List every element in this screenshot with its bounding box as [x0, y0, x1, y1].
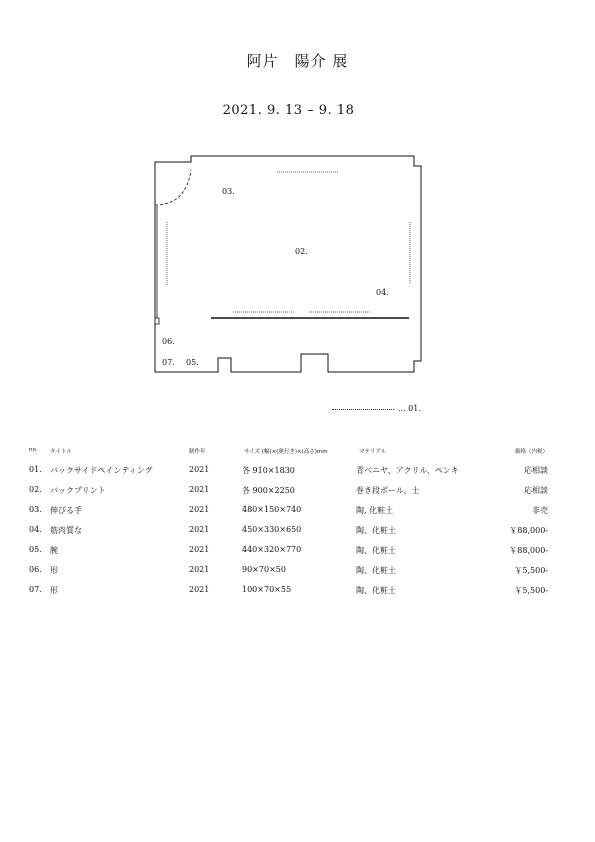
table-row	[0, 485, 595, 499]
cell-no: 02.	[29, 485, 42, 494]
header-size: サイズ (幅)×(奥行き)×(高さ)mm	[244, 449, 328, 455]
exhibition-dates: 2021. 9. 13 – 9. 18	[222, 103, 355, 118]
cell-title: 伸びる手	[50, 506, 82, 515]
table-row	[0, 465, 595, 479]
cell-material: 陶、化粧土	[356, 586, 396, 595]
header-price: 価格（内税）	[515, 449, 549, 455]
table-row	[0, 565, 595, 579]
zone-label-03: 03.	[222, 187, 235, 196]
exhibition-title: 阿片 陽介 展	[246, 52, 349, 70]
header-title: タイトル	[50, 449, 72, 455]
table-row	[0, 585, 595, 599]
cell-size: 450×330×650	[242, 525, 302, 534]
cell-material: 陶、化粧土	[356, 526, 396, 535]
floor-plan	[0, 0, 595, 400]
cell-no: 06.	[29, 565, 42, 574]
legend-dotted-line	[332, 409, 394, 410]
cell-material: 陶, 化粧土	[356, 506, 394, 515]
table-row	[0, 545, 595, 559]
cell-title: 形	[50, 586, 58, 595]
zone-label-06: 06.	[162, 337, 175, 346]
cell-no: 04.	[29, 525, 42, 534]
cell-year: 2021	[189, 525, 210, 534]
cell-material: 陶、化粧土	[356, 566, 396, 575]
legend-label: ... 01.	[398, 404, 421, 413]
cell-size: 480×150×740	[242, 505, 302, 514]
cell-no: 01.	[29, 465, 42, 474]
cell-price: 非売	[532, 506, 548, 515]
cell-title: バックプリント	[50, 486, 106, 495]
cell-title: 形	[50, 566, 58, 575]
cell-year: 2021	[189, 485, 210, 494]
cell-title: 筋肉質な	[50, 526, 82, 535]
cell-no: 05.	[29, 545, 42, 554]
floor-plan-legend	[332, 404, 421, 413]
header-no: no.	[29, 447, 38, 453]
floor-plan-walls	[155, 156, 421, 372]
cell-no: 07.	[29, 585, 42, 594]
header-year: 制作年	[189, 449, 206, 455]
cell-price: ￥5,500-	[514, 586, 548, 595]
zone-label-04: 04.	[376, 288, 389, 297]
cell-year: 2021	[189, 585, 210, 594]
cell-material: 青ベニヤ、アクリル、ペンキ	[356, 466, 459, 475]
cell-material: 陶、化粧土	[356, 546, 396, 555]
cell-year: 2021	[189, 565, 210, 574]
cell-size: 各 900×2250	[242, 486, 295, 495]
cell-size: 90×70×50	[242, 565, 286, 574]
zone-label-05: 05.	[186, 358, 199, 367]
cell-size: 100×70×55	[242, 585, 292, 594]
door-swing	[155, 170, 191, 205]
cell-no: 03.	[29, 505, 42, 514]
cell-price: ￥88,000-	[509, 546, 548, 555]
cell-title: バックサイドペインティング	[50, 466, 153, 475]
cell-year: 2021	[189, 505, 210, 514]
table-row	[0, 505, 595, 519]
cell-size: 440×320×770	[242, 545, 302, 554]
zone-label-07: 07.	[162, 358, 175, 367]
cell-year: 2021	[189, 465, 210, 474]
cell-title: 腕	[50, 546, 58, 555]
cell-year: 2021	[189, 545, 210, 554]
cell-price: ￥5,500-	[514, 566, 548, 575]
table-row	[0, 525, 595, 539]
cell-size: 各 910×1830	[242, 466, 295, 475]
cell-price: 応相談	[524, 486, 548, 495]
header-material: マテリアル	[359, 449, 387, 455]
cell-price: 応相談	[524, 466, 548, 475]
wall-notch	[155, 318, 159, 324]
cell-material: 巻き段ボール、土	[356, 486, 420, 495]
cell-price: ￥88,000-	[509, 526, 548, 535]
zone-label-02: 02.	[295, 247, 308, 256]
